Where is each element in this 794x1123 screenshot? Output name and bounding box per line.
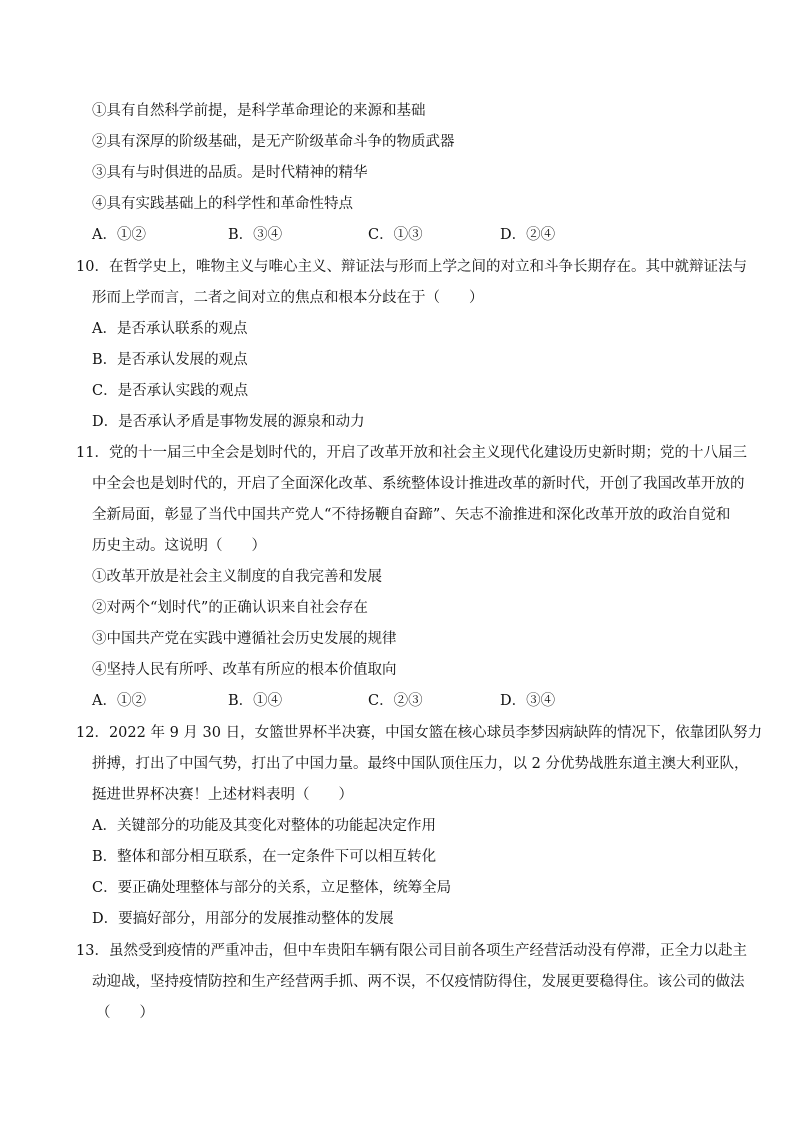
statement-line: ④坚持人民有所呼、改革有所应的根本价值取向 <box>92 662 397 678</box>
question-stem-line: 拼搏，打出了中国气势，打出了中国力量。最终中国队顶住压力，以 2 分优势战胜东道主澳大利亚队， <box>92 756 749 772</box>
statement-line: ③中国共产党在实践中遵循社会历史发展的规律 <box>92 631 397 647</box>
option-c: C．①③ <box>368 227 423 243</box>
question-stem-line: 历史主动。这说明（ ） <box>92 538 266 554</box>
option-c: C．要正确处理整体与部分的关系，立足整体，统筹全局 <box>92 880 452 896</box>
question-stem-line: （ ） <box>96 1005 154 1021</box>
option-d: D．是否承认矛盾是事物发展的源泉和动力 <box>92 414 365 430</box>
question-stem-line: 挺进世界杯决赛！上述材料表明（ ） <box>92 787 353 803</box>
option-a: A．是否承认联系的观点 <box>92 321 248 337</box>
question-stem-line: 动迎战，坚持疫情防控和生产经营两手抓、两不误，不仅疫情防得住，发展更要稳得住。该公司的做法 <box>92 974 745 990</box>
option-b: B．是否承认发展的观点 <box>92 352 248 368</box>
option-d: D．②④ <box>500 227 556 243</box>
option-a: A．①② <box>92 227 146 243</box>
options-row <box>92 225 592 245</box>
option-a: A．①② <box>92 693 146 709</box>
option-b: B．③④ <box>228 227 283 243</box>
question-stem-line: 形而上学而言，二者之间对立的焦点和根本分歧在于（ ） <box>92 290 484 306</box>
question-stem-line: 中全会也是划时代的，开启了全面深化改革、系统整体设计推进改革的新时代，开创了我国改革开放的 <box>92 476 745 492</box>
option-c: C．是否承认实践的观点 <box>92 383 249 399</box>
question-stem-line: 13．虽然受到疫情的严重冲击，但中车贵阳车辆有限公司目前各项生产经营活动没有停滞，正全力以赴主 <box>76 943 747 959</box>
statement-line: ②对两个“划时代”的正确认识来自社会存在 <box>92 600 368 616</box>
option-a: A．关键部分的功能及其变化对整体的功能起决定作用 <box>92 818 436 834</box>
option-b: B．①④ <box>228 693 283 709</box>
statement-line: ③具有与时俱进的品质。是时代精神的精华 <box>92 165 368 181</box>
question-stem-line: 10．在哲学史上，唯物主义与唯心主义、辩证法与形而上学之间的对立和斗争长期存在。其中就辩证法与 <box>76 259 747 275</box>
option-d: D．③④ <box>500 693 556 709</box>
question-stem-line: 全新局面，彰显了当代中国共产党人“不待扬鞭自奋蹄”、矢志不渝推进和深化改革开放的政治自觉和 <box>92 507 731 523</box>
statement-line: ④具有实践基础上的科学性和革命性特点 <box>92 196 353 212</box>
statement-line: ①改革开放是社会主义制度的自我完善和发展 <box>92 569 382 585</box>
question-stem-line: 11．党的十一届三中全会是划时代的，开启了改革开放和社会主义现代化建设历史新时期；党的十八届三 <box>76 445 747 461</box>
statement-line: ②具有深厚的阶级基础，是无产阶级革命斗争的物质武器 <box>92 134 455 150</box>
option-b: B．整体和部分相互联系，在一定条件下可以相互转化 <box>92 849 437 865</box>
option-d: D．要搞好部分，用部分的发展推动整体的发展 <box>92 911 394 927</box>
statement-line: ①具有自然科学前提，是科学革命理论的来源和基础 <box>92 103 426 119</box>
option-c: C．②③ <box>368 693 423 709</box>
question-stem-line: 12．2022 年 9 月 30 日，女篮世界杯半决赛，中国女篮在核心球员李梦因病缺阵的情况下，依靠团队努力 <box>76 725 763 741</box>
options-row <box>92 691 592 711</box>
